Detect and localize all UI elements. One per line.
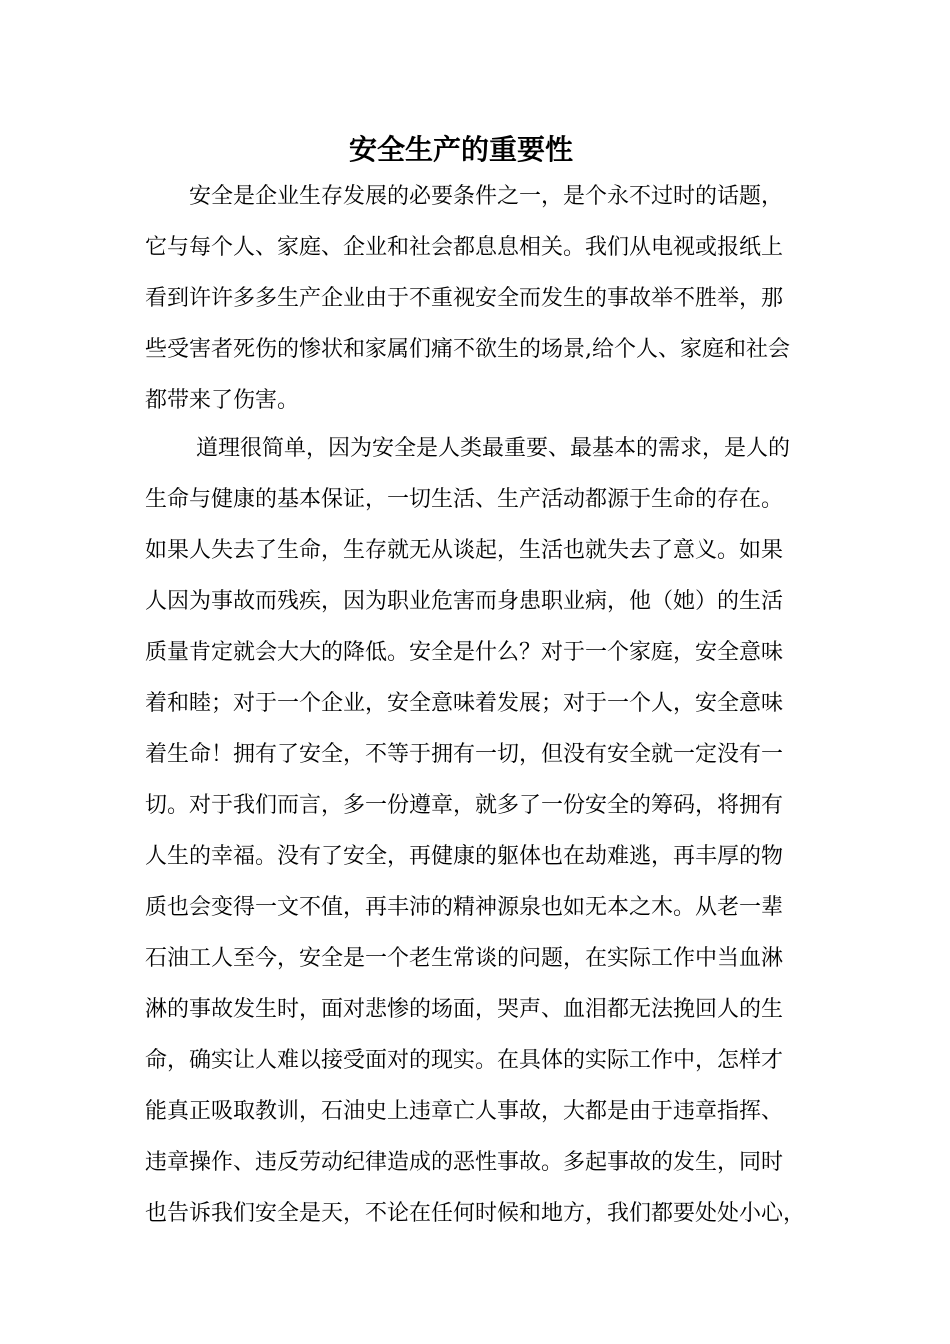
paragraph-line: 着生命！拥有了安全，不等于拥有一切，但没有安全就一定没有一 <box>145 742 784 767</box>
paragraph-line: 质也会变得一文不值，再丰沛的精神源泉也如无本之木。从老一辈 <box>145 895 784 920</box>
paragraph-line: 道理很简单，因为安全是人类最重要、最基本的需求，是人的 <box>145 436 790 461</box>
paragraph-line: 切。对于我们而言，多一份遵章，就多了一份安全的筹码，将拥有 <box>145 793 784 818</box>
paragraph-line: 能真正吸取教训，石油史上违章亡人事故，大都是由于违章指挥、 <box>145 1099 784 1124</box>
paragraph-line: 如果人失去了生命，生存就无从谈起，生活也就失去了意义。如果 <box>145 538 784 563</box>
paragraph-line: 都带来了伤害。 <box>145 388 300 413</box>
paragraph-line: 石油工人至今，安全是一个老生常谈的问题，在实际工作中当血淋 <box>145 946 784 971</box>
paragraph-line: 看到许许多多生产企业由于不重视安全而发生的事故举不胜举，那 <box>145 286 784 311</box>
paragraph-line: 违章操作、违反劳动纪律造成的恶性事故。多起事故的发生，同时 <box>145 1150 784 1175</box>
paragraph-line: 着和睦；对于一个企业，安全意味着发展；对于一个人，安全意味 <box>145 691 784 716</box>
document-title: 安全生产的重要性 <box>348 133 573 166</box>
paragraph-line: 安全是企业生存发展的必要条件之一，是个永不过时的话题， <box>145 184 784 209</box>
paragraph-line: 也告诉我们安全是天，不论在任何时候和地方，我们都要处处小心， <box>145 1201 806 1226</box>
paragraph-1 <box>145 171 805 426</box>
paragraph-line: 人因为事故而残疾，因为职业危害而身患职业病，他（她）的生活 <box>145 589 784 614</box>
paragraph-line: 它与每个人、家庭、企业和社会都息息相关。我们从电视或报纸上 <box>145 235 784 260</box>
paragraph-line: 人生的幸福。没有了安全，再健康的躯体也在劫难逃，再丰厚的物 <box>145 844 784 869</box>
paragraph-line: 命，确实让人难以接受面对的现实。在具体的实际工作中，怎样才 <box>145 1048 784 1073</box>
paragraph-line: 质量肯定就会大大的降低。安全是什么？对于一个家庭，安全意味 <box>145 640 784 665</box>
paragraph-line: 些受害者死伤的惨状和家属们痛不欲生的场景,给个人、家庭和社会 <box>145 337 790 362</box>
paragraph-line: 淋的事故发生时，面对悲惨的场面，哭声、血泪都无法挽回人的生 <box>145 997 784 1022</box>
paragraph-line: 生命与健康的基本保证，一切生活、生产活动都源于生命的存在。 <box>145 487 784 512</box>
paragraph-2 <box>145 423 805 1239</box>
